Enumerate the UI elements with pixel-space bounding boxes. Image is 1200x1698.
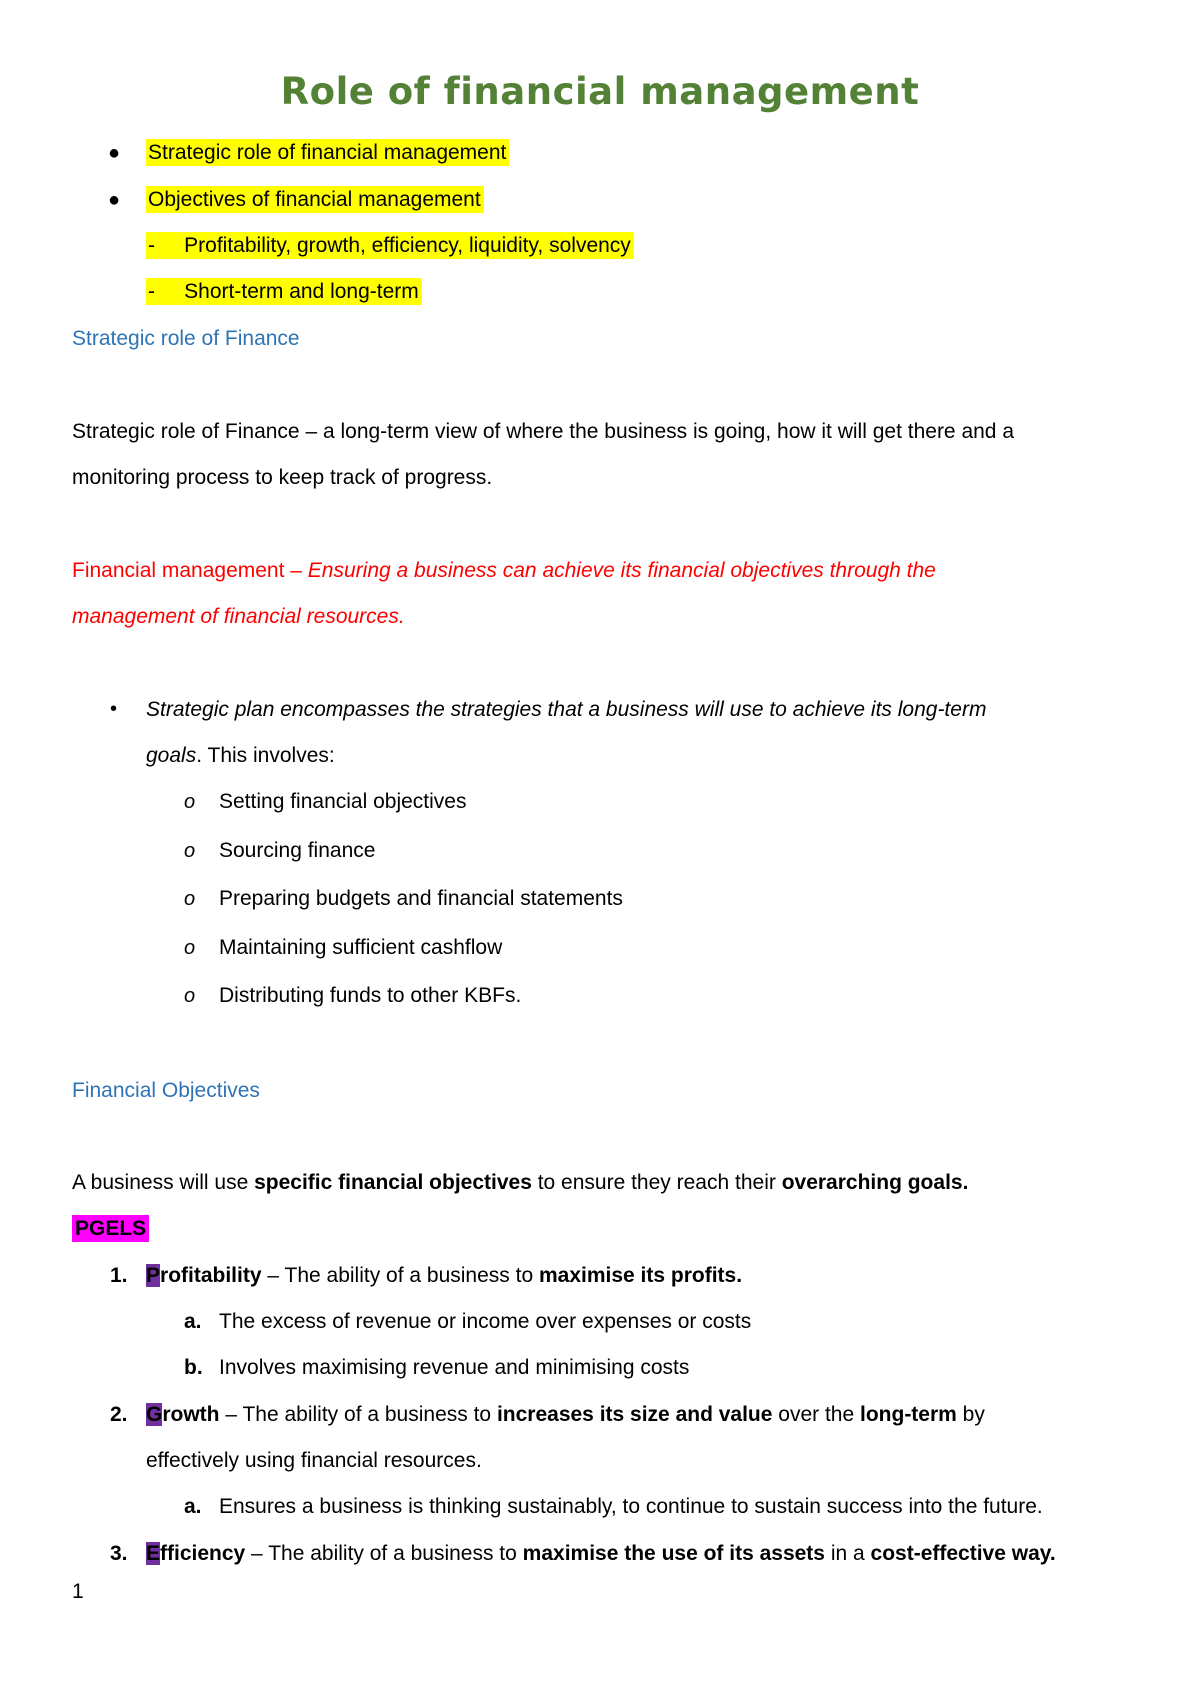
page-title: Role of financial management	[280, 70, 920, 113]
plan-item: Setting financial objectives	[219, 790, 467, 813]
objective-profitability: Profitability – The ability of a business to maximise its profits.	[146, 1264, 743, 1287]
list-number: 2.	[110, 1403, 128, 1426]
strategic-role-paragraph-line1: Strategic role of Finance – a long-term view of where the business is going, how it will get there and a	[72, 420, 1014, 443]
strategic-role-paragraph-line2: monitoring process to keep track of progress.	[72, 466, 493, 489]
circle-bullet-icon: o	[184, 888, 196, 910]
bullet-icon: ●	[108, 142, 121, 164]
plan-item: Distributing funds to other KBFs.	[219, 984, 522, 1007]
objective-growth-line2: effectively using financial resources.	[146, 1449, 482, 1472]
strategic-plan-line1: Strategic plan encompasses the strategies that a business will use to achieve its long-term	[146, 698, 987, 721]
objective-sub-item: The excess of revenue or income over expenses or costs	[219, 1310, 752, 1333]
page-number: 1	[72, 1580, 84, 1603]
section-heading-financial-objectives: Financial Objectives	[72, 1079, 260, 1102]
financial-management-definition-line1: Financial management – Ensuring a business can achieve its financial objectives through the	[72, 559, 936, 582]
financial-objectives-intro: A business will use specific financial objectives to ensure they reach their overarching goals.	[72, 1171, 969, 1194]
circle-bullet-icon: o	[184, 791, 196, 813]
plan-item: Sourcing finance	[219, 839, 376, 862]
plan-item: Maintaining sufficient cashflow	[219, 936, 503, 959]
objective-sub-item: Ensures a business is thinking sustainably, to continue to sustain success into the future.	[219, 1495, 1043, 1518]
bullet-icon: •	[110, 698, 118, 720]
intro-bullet: Strategic role of financial management	[146, 139, 509, 167]
objective-efficiency: Efficiency – The ability of a business to maximise the use of its assets in a cost-effective way.	[146, 1542, 1056, 1565]
intro-dash-item: - Short-term and long-term	[146, 278, 422, 306]
intro-dash-item: - Profitability, growth, efficiency, liquidity, solvency	[146, 232, 634, 260]
list-number: 3.	[110, 1542, 128, 1565]
objective-sub-item: Involves maximising revenue and minimising costs	[219, 1356, 690, 1379]
list-letter: a.	[184, 1495, 202, 1518]
intro-bullet: Objectives of financial management	[146, 186, 484, 214]
circle-bullet-icon: o	[184, 937, 196, 959]
acronym-label: PGELS	[72, 1215, 149, 1243]
circle-bullet-icon: o	[184, 985, 196, 1007]
list-number: 1.	[110, 1264, 128, 1287]
objective-growth: Growth – The ability of a business to increases its size and value over the long-term by	[146, 1403, 985, 1426]
strategic-plan-line2: goals. This involves:	[146, 744, 335, 767]
plan-item: Preparing budgets and financial statements	[219, 887, 623, 910]
financial-management-definition-line2: management of financial resources.	[72, 605, 405, 628]
list-letter: b.	[184, 1356, 203, 1379]
bullet-icon: ●	[108, 189, 121, 211]
section-heading-strategic-role: Strategic role of Finance	[72, 327, 300, 350]
list-letter: a.	[184, 1310, 202, 1333]
circle-bullet-icon: o	[184, 840, 196, 862]
